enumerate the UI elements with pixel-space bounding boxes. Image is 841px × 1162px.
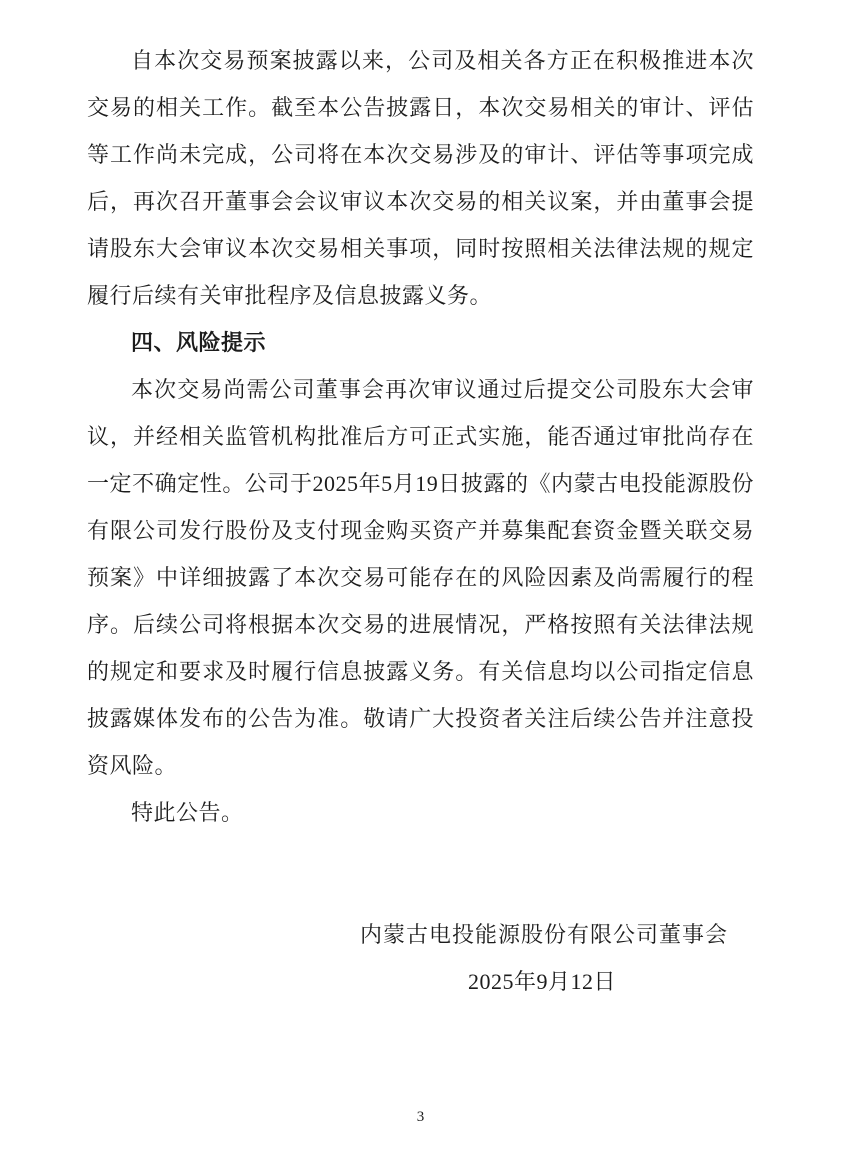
page-number: 3 [416,1109,425,1125]
signature-block [87,911,754,1006]
document-body [87,37,754,1006]
paragraph-progress-update: 自本次交易预案披露以来，公司及相关各方正在积极推进本次交易的相关工作。截至本公告披露日，本次交易相关的审计、评估等工作尚未完成，公司将在本次交易涉及的审计、评估等事项完成后，再次召开董事会会议审议本次交易的相关议案，并由董事会提请股东大会审议本次交易相关事项，同时按照相关法律法规的规定履行后续有关审批程序及信息披露义务。 [87,48,754,308]
closing-statement: 特此公告。 [131,800,244,825]
signature-company-name: 内蒙古电投能源股份有限公司董事会 [359,922,728,947]
section-heading-risk-notice: 四、风险提示 [131,330,267,355]
paragraph-risk-notice: 本次交易尚需公司董事会再次审议通过后提交公司股东大会审议，并经相关监管机构批准后方可正式实施，能否通过审批尚存在一定不确定性。公司于2025年5月19日披露的《内蒙古电投能源股份有限公司发行股份及支付现金购买资产并募集配套资金暨关联交易预案》中详细披露了本次交易可能存在的风险因素及尚需履行的程序。后续公司将根据本次交易的进展情况，严格按照有关法律法规的规定和要求及时履行信息披露义务。有关信息均以公司指定信息披露媒体发布的公告为准。敬请广大投资者关注后续公告并注意投资风险。 [87,377,754,778]
signature-date: 2025年9月12日 [467,969,616,994]
